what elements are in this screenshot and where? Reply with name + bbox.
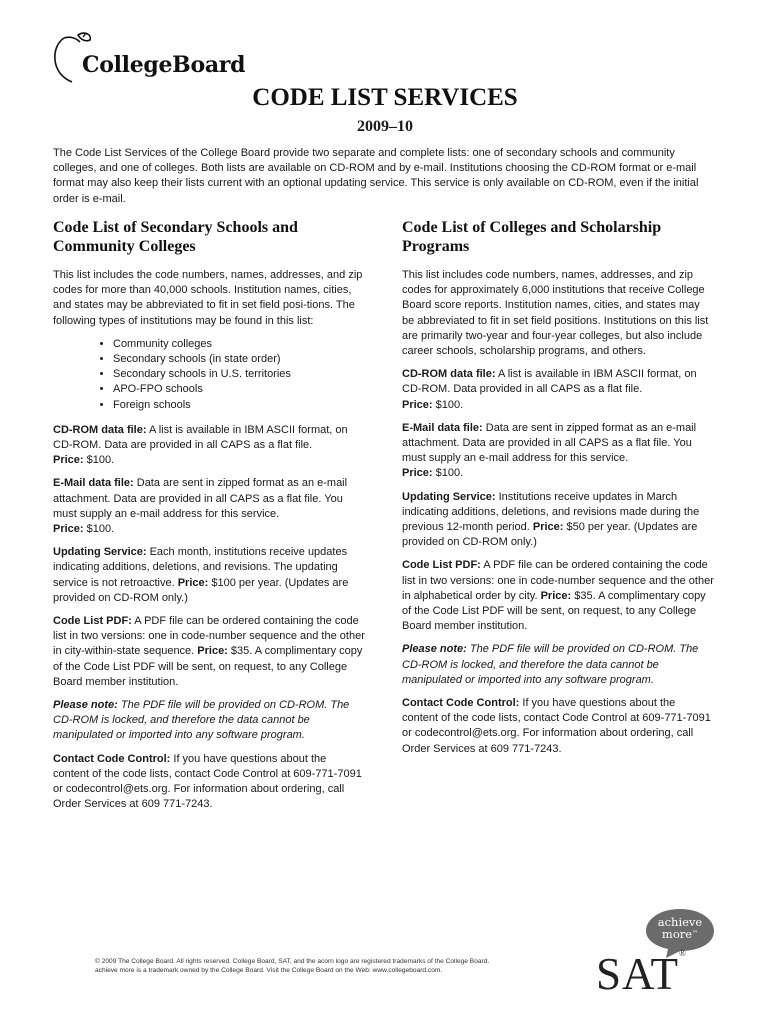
list-item: • Foreign schools [113,398,365,413]
list-item: • Community colleges [113,337,365,352]
updating-text: Institutions receive updates in March indicating additions, deletions, and revisions made during the previous 12-month period. [402,490,700,534]
secondary-schools-heading: Code List of Secondary Schools and Community Colleges [53,219,298,255]
updating-text: Each month, institutions receive updates indicating additions, deletions, and revisions. The updating service is not retroactive. [53,546,348,589]
contact-label: Contact Code Control: [402,697,520,710]
sat-logo: SAT® [596,948,687,999]
email-label: E-Mail data file: [402,421,483,434]
note-section [53,698,365,744]
email-label: E-Mail data file: [53,477,134,490]
contact-section [53,752,365,813]
updating-section [402,490,714,551]
intro-paragraph: The Code List Services of the College Board provide two separate and complete lists: one of secondary schools and community colleges, and one of colleges. Both lists are available on CD-ROM and by e-mail. Institutions choosing the CD-ROM format or e-mail format may also keep their lists current with an optional updating service. This service is only available on CD-ROM, even if the initial order is e-mail. [53,147,699,205]
email-price-label: Price: [53,523,84,536]
cdrom-text: A list is available in IBM ASCII format, on CD-ROM. Data are provided in all CAPS as a flat file. [53,423,348,452]
cdrom-section [53,423,365,469]
note-text: The PDF file will be provided on CD-ROM. The CD-ROM is locked, and therefore the data cannot be manipulated or imported into any software program. [53,699,350,742]
pdf-section [53,614,365,690]
page-subtitle: 2009–10 [357,118,413,135]
cdrom-label: CD-ROM data file: [402,368,496,381]
copyright-line: © 2009 The College Board. All rights reserved. College Board, SAT, and the acorn logo are registered trademarks of the College Board. [95,958,490,965]
email-price: $100. [432,467,464,480]
badge-line-1: achieve [657,915,703,929]
note-text: The PDF file will be provided on CD-ROM. The CD-ROM is locked, and therefore the data cannot be manipulated or imported into any software program. [402,643,699,686]
brand-name: CollegeBoard [82,52,246,78]
list-item: • Secondary schools (in state order) [113,352,365,367]
pdf-text: A PDF file can be ordered containing the code list in two versions: one in code-number sequence and the other in city-within-state sequence. [53,615,365,658]
pdf-price: $35. A complimentary copy of the Code List PDF will be sent, on request, to any College Board member institution. [402,589,706,633]
email-section [53,476,365,537]
note-section [402,642,714,688]
achieve-more-badge [644,916,716,940]
cdrom-section [402,367,714,413]
pdf-label: Code List PDF: [402,559,481,572]
badge-line-2: more™ [661,927,699,941]
copyright-footer [95,957,565,976]
pdf-price-label: Price: [197,645,228,658]
cdrom-price: $100. [432,398,464,411]
secondary-schools-column [53,218,365,821]
contact-text: If you have questions about the content of the code lists, contact Code Control at 609-771-7091 or codecontrol@ets.org. For information about ordering, call Order Services at 609 771-7243. [402,697,711,755]
pdf-section [402,558,714,634]
updating-price: $50 per year. (Updates are provided on CD-ROM only.) [402,521,698,549]
email-text: Data are sent in zipped format as an e-mail attachment. Data are provided in all CAPS as a flat file. You must supply an e-mail address for this service. [402,421,697,465]
trademark-line: achieve more is a trademark owned by the College Board. Visit the College Board on the Web: www.collegeboard.com. [95,967,443,975]
pdf-text: A PDF file can be ordered containing the code list in two versions: one in code-number sequence and the other in alphabetical order by city. [402,559,714,602]
list-item: • Secondary schools in U.S. territories [113,367,365,382]
secondary-schools-description: This list includes the code numbers, names, addresses, and zip codes for more than 40,000 schools. Institution names, cities, and states may be abbreviated to fit in set field posi-tions. The following types of institutions may be found in this list: [53,269,363,327]
updating-label: Updating Service: [402,490,496,503]
updating-price-label: Price: [177,576,209,589]
note-label: Please note: [53,699,118,712]
cdrom-label: CD-ROM data file: [53,423,147,436]
pdf-price: $35. A complimentary copy of the Code List PDF will be sent, on request, to any College Board member institution. [53,645,363,688]
note-label: Please note: [402,643,467,656]
contact-label: Contact Code Control: [53,752,171,765]
cdrom-price: $100. [83,454,115,467]
page-title: CODE LIST SERVICES [252,84,518,111]
pdf-label: Code List PDF: [53,615,132,628]
email-text: Data are sent in zipped format as an e-mail attachment. Data are provided in all CAPS as a flat file. You must supply an e-mail address for this service. [53,477,348,520]
colleges-heading: Code List of Colleges and Scholarship Programs [402,219,662,255]
list-item: • APO-FPO schools [113,382,365,397]
cdrom-text: A list is available in IBM ASCII format, on CD-ROM. Data provided in all CAPS as a flat file. [402,368,697,396]
updating-section [53,545,365,606]
cdrom-price-label: Price: [402,398,433,411]
email-section [402,421,714,482]
pdf-price-label: Price: [540,589,572,602]
updating-price-label: Price: [532,521,564,534]
cdrom-price-label: Price: [53,454,84,467]
email-price-label: Price: [402,467,433,480]
email-price: $100. [83,523,115,536]
colleges-description: This list includes code numbers, names, addresses, and zip codes for approximately 6,000 institutions that receive College Board score reports. Institution names, cities, and states may be abbreviated to fit in set field positions. Institutions on this list are primarily two-year and four-year colleges, but also include career schools, scholarship programs, and others. [402,269,709,358]
contact-section [402,696,714,757]
colleges-column [402,218,714,765]
updating-price: $100 per year. (Updates are provided on CD-ROM only.) [53,576,349,604]
contact-text: If you have questions about the content of the code lists, contact Code Control at 609-771-7091 or codecontrol@ets.org. For information about ordering, call Order Services at 609 771-7243. [53,752,362,811]
updating-label: Updating Service: [53,546,147,559]
institution-type-list [53,337,365,413]
